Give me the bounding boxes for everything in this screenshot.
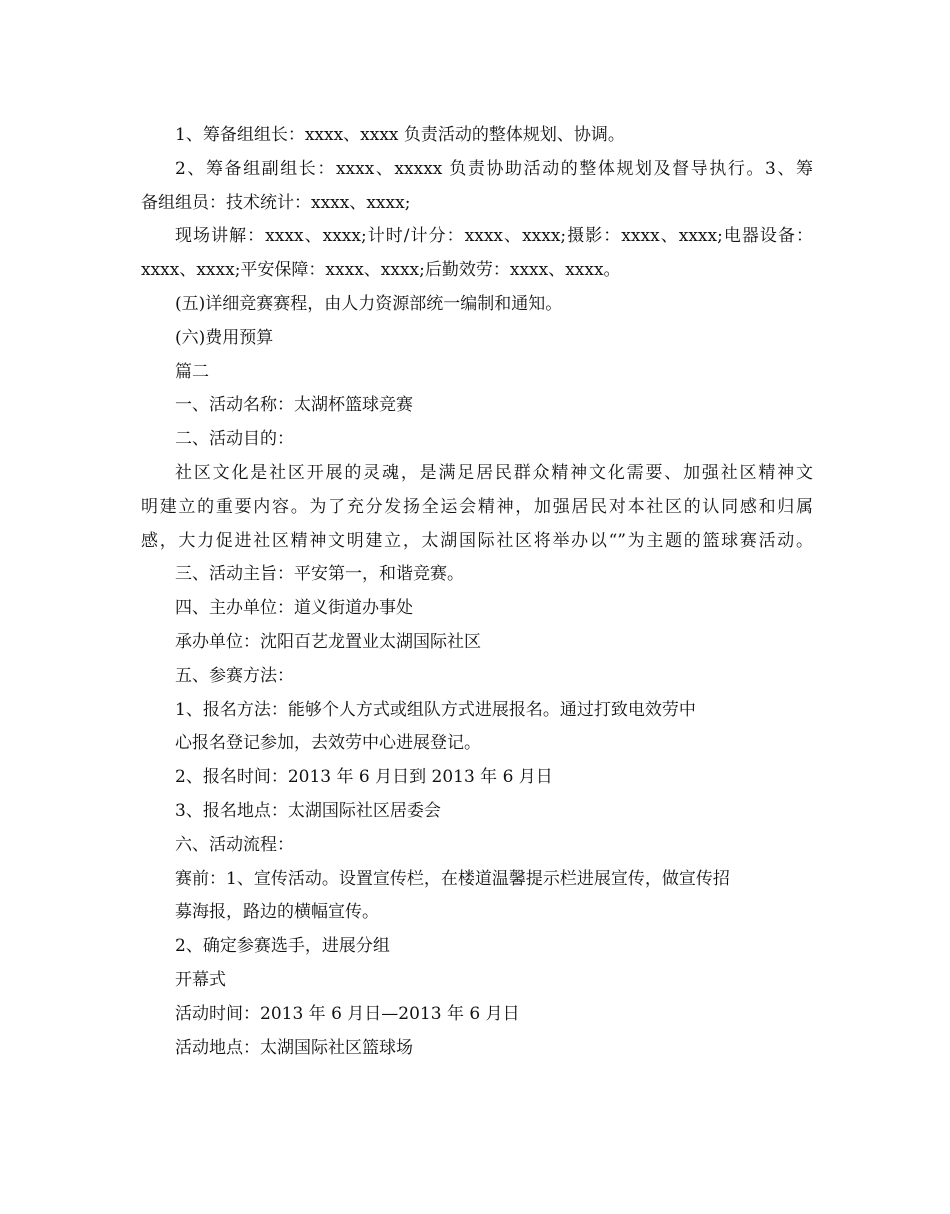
paragraph-line: 篇二 [175, 361, 209, 382]
paragraph-line: 募海报，路边的横幅宣传。 [175, 902, 379, 923]
paragraph-line: 现场讲解：xxxx、xxxx;计时/计分：xxxx、xxxx;摄影：xxxx、xxxx;电器设备： [175, 226, 813, 247]
paragraph-line: 赛前：1、宣传活动。设置宣传栏，在楼道温馨提示栏进展宣传，做宣传招 [175, 868, 730, 889]
paragraph-line: 开幕式 [175, 969, 226, 990]
paragraph-line: 四、主办单位：道义街道办事处 [175, 598, 413, 619]
paragraph-line: 活动地点：太湖国际社区篮球场 [175, 1037, 413, 1058]
paragraph-line: 1、报名方法：能够个人方式或组队方式进展报名。通过打致电效劳中 [175, 699, 696, 720]
paragraph-line: 感，大力促进社区精神文明建立，太湖国际社区将举办以“”为主题的篮球赛活动。 [141, 530, 813, 551]
paragraph-line: xxxx、xxxx;平安保障：xxxx、xxxx;后勤效劳：xxxx、xxxx。 [141, 260, 621, 281]
paragraph-line: 2、确定参赛选手，进展分组 [175, 936, 390, 957]
paragraph-line: 1、筹备组组长：xxxx、xxxx 负责活动的整体规划、协调。 [175, 125, 625, 145]
paragraph-line: (六)费用预算 [175, 327, 274, 348]
paragraph-line: 2、筹备组副组长：xxxx、xxxxx 负责协助活动的整体规划及督导执行。3、筹 [175, 158, 813, 179]
paragraph-line: 心报名登记参加，去效劳中心进展登记。 [175, 733, 481, 754]
paragraph-line: 承办单位：沈阳百艺龙置业太湖国际社区 [175, 631, 481, 652]
paragraph-line: 五、参赛方法： [175, 665, 294, 686]
paragraph-line: 2、报名时间：2013 年 6 月日到 2013 年 6 月日 [175, 767, 553, 788]
paragraph-line: 一、活动名称：太湖杯篮球竞赛 [175, 395, 413, 416]
paragraph-line: 社区文化是社区开展的灵魂，是满足居民群众精神文化需要、加强社区精神文 [175, 462, 813, 483]
paragraph-line: 三、活动主旨：平安第一，和谐竞赛。 [175, 564, 464, 585]
paragraph-line: 3、报名地点：太湖国际社区居委会 [175, 800, 441, 821]
paragraph-line: 活动时间：2013 年 6 月日—2013 年 6 月日 [175, 1003, 520, 1024]
paragraph-line: 六、活动流程： [175, 834, 294, 855]
paragraph-line: 二、活动目的： [175, 429, 294, 450]
document-body [141, 119, 813, 1065]
paragraph-line: 备组组员：技术统计：xxxx、xxxx; [141, 192, 411, 213]
paragraph-line: (五)详细竞赛赛程，由人力资源部统一编制和通知。 [175, 293, 563, 314]
paragraph-line: 明建立的重要内容。为了充分发扬全运会精神，加强居民对本社区的认同感和归属 [141, 496, 813, 517]
